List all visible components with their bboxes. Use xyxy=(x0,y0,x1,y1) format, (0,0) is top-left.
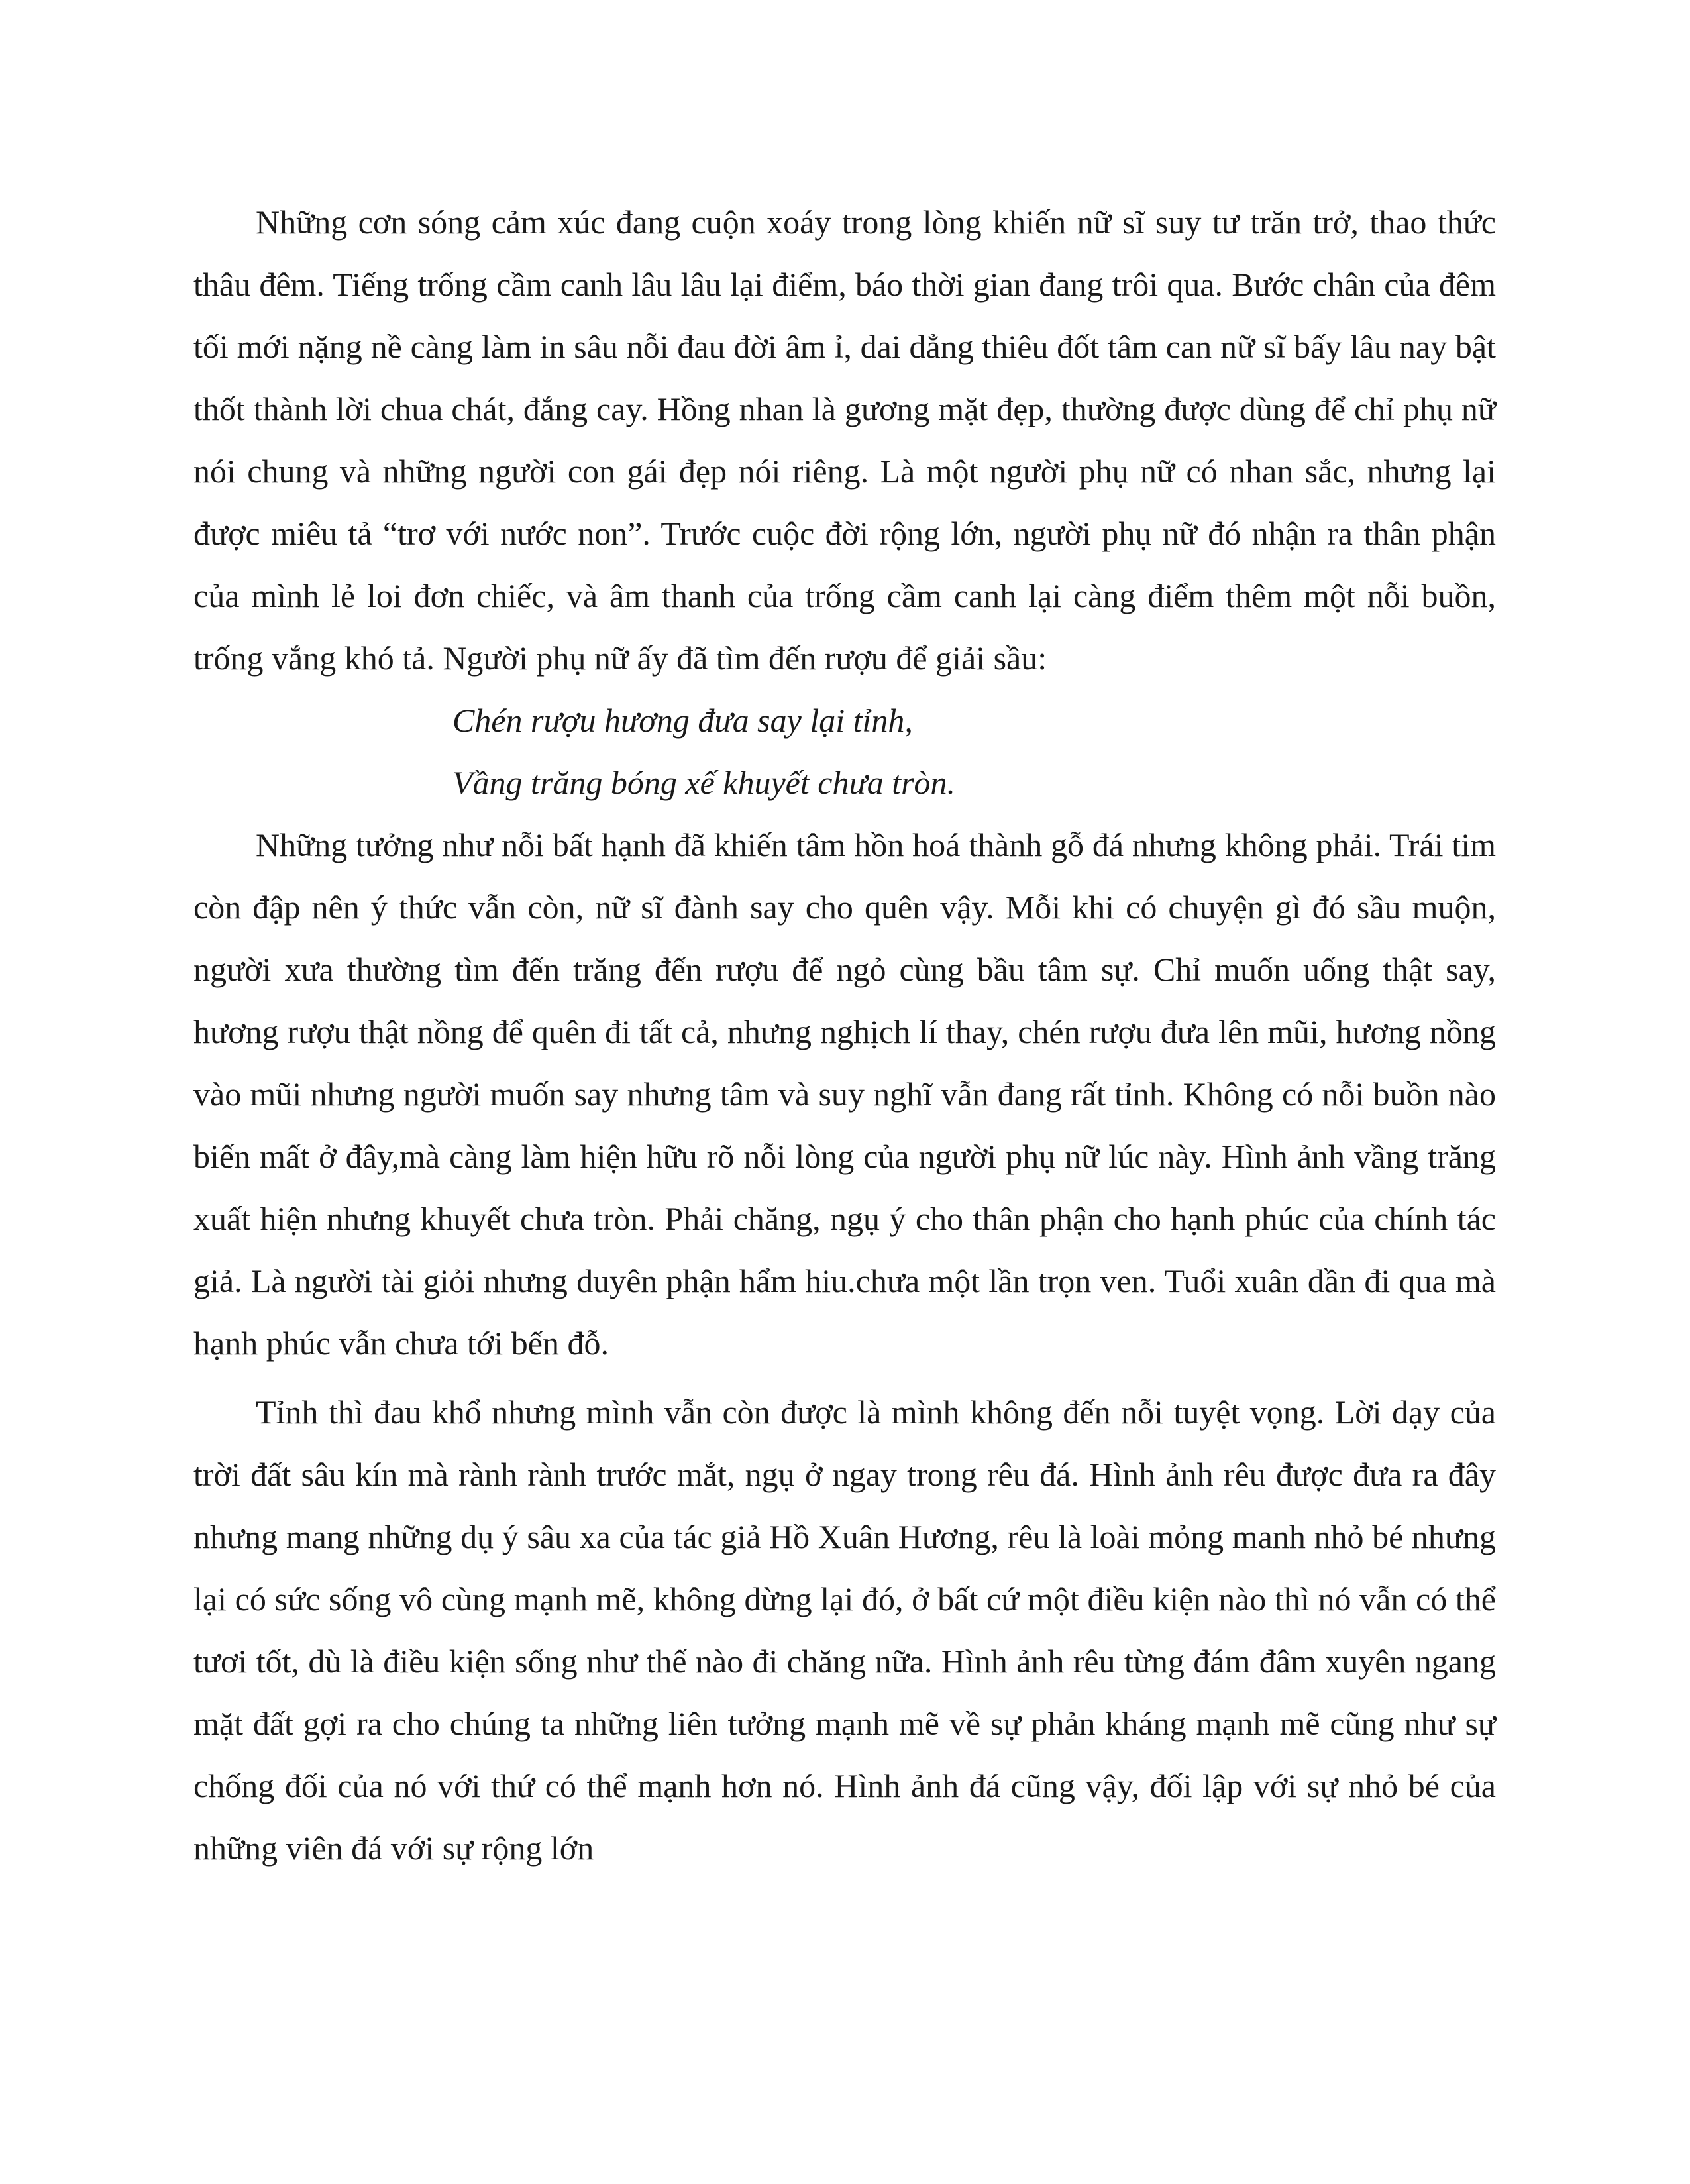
paragraph-spacer xyxy=(193,1374,1496,1381)
paragraph-2: Những tưởng như nỗi bất hạnh đã khiến tâm hồn hoá thành gỗ đá nhưng không phải. Trái tim còn đập nên ý thức vẫn còn, nữ sĩ đành say cho quên vậy. Mỗi khi có chuyện gì đó sầu muộn, người xưa thường tìm đến trăng đến rượu để ngỏ cùng bầu tâm sự. Chỉ muốn uống thật say, hương rượu thật nồng để quên đi tất cả, nhưng nghịch lí thay, chén rượu đưa lên mũi, hương nồng vào mũi nhưng người muốn say nhưng tâm và suy nghĩ vẫn đang rất tỉnh. Không có nỗi buồn nào biến mất ở đây,mà càng làm hiện hữu rõ nỗi lòng của người phụ nữ lúc này. Hình ảnh vầng trăng xuất hiện nhưng khuyết chưa tròn. Phải chăng, ngụ ý cho thân phận cho hạnh phúc của chính tác giả. Là người tài giỏi nhưng duyên phận hẩm hiu.chưa một lần trọn ven. Tuổi xuân dần đi qua mà hạnh phúc vẫn chưa tới bến đỗ. xyxy=(193,826,1496,1362)
body-text xyxy=(193,191,1496,1879)
paragraph-3: Tỉnh thì đau khổ nhưng mình vẫn còn được là mình không đến nỗi tuyệt vọng. Lời dạy của trời đất sâu kín mà rành rành trước mắt, ngụ ở ngay trong rêu đá. Hình ảnh rêu được đưa ra đây nhưng mang những dụ ý sâu xa của tác giả Hồ Xuân Hương, rêu là loài mỏng manh nhỏ bé nhưng lại có sức sống vô cùng mạnh mẽ, không dừng lại đó, ở bất cứ một điều kiện nào thì nó vẫn có thể tươi tốt, dù là điều kiện sống như thế nào đi chăng nữa. Hình ảnh rêu từng đám đâm xuyên ngang mặt đất gợi ra cho chúng ta những liên tưởng mạnh mẽ về sự phản kháng mạnh mẽ cũng như sự chống đối của nó với thứ có thể mạnh hơn nó. Hình ảnh đá cũng vậy, đối lập với sự nhỏ bé của những viên đá với sự rộng lớn xyxy=(193,1393,1496,1867)
paragraph-1: Những cơn sóng cảm xúc đang cuộn xoáy trong lòng khiến nữ sĩ suy tư trăn trở, thao thức thâu đêm. Tiếng trống cầm canh lâu lâu lại điểm, báo thời gian đang trôi qua. Bước chân của đêm tối mới nặng nề càng làm in sâu nỗi đau đời âm ỉ, dai dẳng thiêu đốt tâm can nữ sĩ bấy lâu nay bật thốt thành lời chua chát, đắng cay. Hồng nhan là gương mặt đẹp, thường được dùng để chỉ phụ nữ nói chung và những người con gái đẹp nói riêng. Là một người phụ nữ có nhan sắc, nhưng lại được miêu tả “trơ với nước non”. Trước cuộc đời rộng lớn, người phụ nữ đó nhận ra thân phận của mình lẻ loi đơn chiếc, và âm thanh của trống cầm canh lại càng điểm thêm một nỗi buồn, trống vắng khó tả. Người phụ nữ ấy đã tìm đến rượu để giải sầu: xyxy=(193,203,1496,677)
verse-line-1: Chén rượu hương đưa say lại tỉnh, xyxy=(452,702,913,739)
verse-line-2: Vầng trăng bóng xế khuyết chưa tròn. xyxy=(452,764,956,801)
